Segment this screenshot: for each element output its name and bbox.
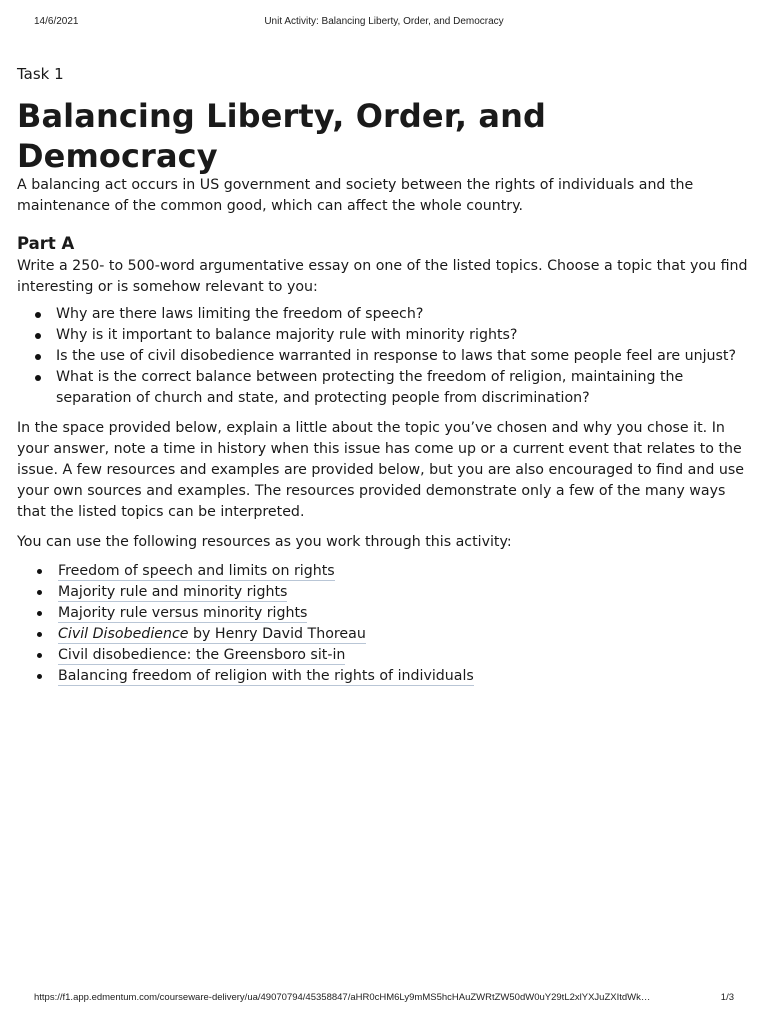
resource-item	[17, 645, 752, 666]
resource-thoreau-byline: by Henry David Thoreau	[188, 626, 366, 642]
part-a-heading: Part A	[17, 234, 75, 253]
topic-item	[17, 346, 752, 367]
bullet-icon	[37, 569, 42, 574]
resource-thoreau-title: Civil Disobedience	[58, 626, 189, 642]
resource-item	[17, 666, 752, 687]
topic-text: What is the correct balance between protecting the freedom of religion, maintaining the separation of church and state, and protecting people from discrimination?	[56, 369, 684, 406]
print-header	[34, 16, 734, 30]
topic-item	[17, 367, 752, 409]
topic-list	[17, 304, 752, 409]
resource-link-greensboro[interactable]: Civil disobedience: the Greensboro sit-in	[58, 647, 346, 663]
bullet-icon	[37, 590, 42, 595]
resource-link-majority-versus-minority[interactable]: Majority rule versus minority rights	[58, 605, 308, 621]
resource-link-thoreau[interactable]	[58, 626, 366, 644]
bullet-icon	[35, 375, 41, 381]
print-footer	[34, 992, 734, 1006]
resource-link-freedom-of-speech[interactable]: Freedom of speech and limits on rights	[58, 563, 335, 579]
explanation-paragraph: In the space provided below, explain a little about the topic you’ve chosen and why you chose it. In your answer, note a time in history when this issue has come up or a current event that relates to the issue. A few resources and examples are provided below, but you are also encouraged to find and use your own sources and examples. The resources provided demonstrate only a few of the many ways that the listed topics can be interpreted.	[17, 420, 744, 520]
bullet-icon	[37, 653, 42, 658]
topic-text: Is the use of civil disobedience warranted in response to laws that some people feel are unjust?	[56, 348, 736, 364]
topic-text: Why are there laws limiting the freedom of speech?	[56, 306, 424, 322]
part-a-instructions: Write a 250- to 500-word argumentative essay on one of the listed topics. Choose a topic that you find interesting or is somehow relevant to you:	[17, 258, 748, 295]
topic-text: Why is it important to balance majority rule with minority rights?	[56, 327, 518, 343]
bullet-icon	[35, 333, 41, 339]
document-body	[17, 64, 752, 687]
resource-item	[17, 561, 752, 582]
topic-item	[17, 304, 752, 325]
intro-paragraph: A balancing act occurs in US government and society between the rights of individuals and the maintenance of the common good, which can affect the whole country.	[17, 177, 694, 214]
bullet-icon	[37, 674, 42, 679]
resource-link-majority-minority[interactable]: Majority rule and minority rights	[58, 584, 288, 600]
resource-item	[17, 624, 752, 645]
resource-item	[17, 582, 752, 603]
resource-item	[17, 603, 752, 624]
resource-link-religion-balance[interactable]: Balancing freedom of religion with the rights of individuals	[58, 668, 474, 684]
print-date: 14/6/2021	[34, 16, 79, 27]
print-doc-title: Unit Activity: Balancing Liberty, Order, and Democracy	[264, 16, 504, 27]
print-url: https://f1.app.edmentum.com/courseware-delivery/ua/49070794/45358847/aHR0cHM6Ly9mMS5hcHAuZWRtZW50dW0uY29tL2xlYXJuZXItdWk…	[34, 992, 651, 1003]
bullet-icon	[35, 312, 41, 318]
topic-item	[17, 325, 752, 346]
resource-list	[17, 561, 752, 687]
task-label: Task 1	[17, 65, 64, 83]
bullet-icon	[35, 354, 41, 360]
bullet-icon	[37, 611, 42, 616]
page-number: 1/3	[720, 992, 734, 1003]
resources-intro: You can use the following resources as you work through this activity:	[17, 534, 512, 550]
page-title: Balancing Liberty, Order, and Democracy	[17, 97, 546, 175]
bullet-icon	[37, 632, 42, 637]
